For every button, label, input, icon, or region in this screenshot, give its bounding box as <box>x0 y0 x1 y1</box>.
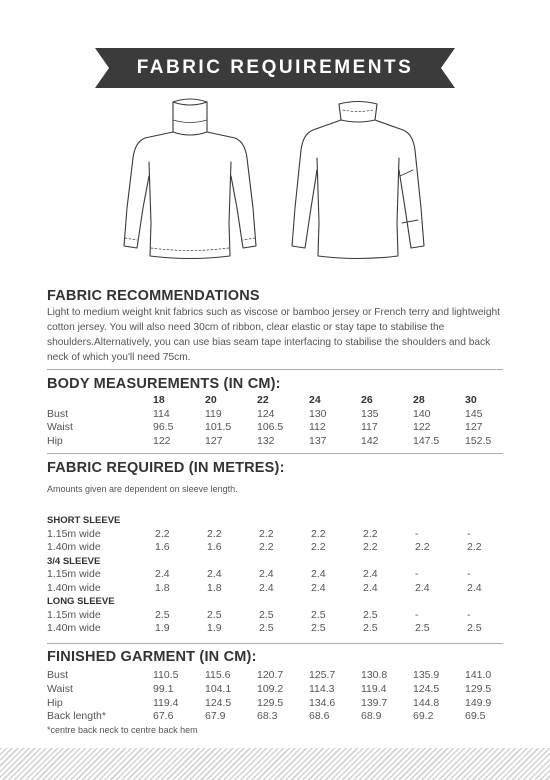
table-row <box>47 683 517 697</box>
row-label: 1.40m wide <box>47 622 101 634</box>
table-cell: 2.2 <box>259 541 274 553</box>
table-cell: 2.4 <box>467 581 482 594</box>
table-cell: - <box>467 527 471 540</box>
table-cell: 132 <box>257 434 275 447</box>
row-label: Back length* <box>47 710 106 723</box>
body-measurements-heading: BODY MEASUREMENTS (IN CM): <box>47 376 281 392</box>
table-cell: 2.5 <box>155 608 170 621</box>
decorative-stripe-footer <box>0 748 550 780</box>
row-label: Hip <box>47 434 63 447</box>
row-label: 1.40m wide <box>47 581 101 594</box>
table-cell: 140 <box>413 407 431 420</box>
sleeve-group-row <box>47 514 519 528</box>
table-cell: 127 <box>465 421 483 433</box>
table-cell: 110.5 <box>153 669 179 681</box>
table-row <box>47 582 519 596</box>
table-cell: 135.9 <box>413 669 440 681</box>
table-cell: 129.5 <box>465 682 492 695</box>
table-cell: 2.4 <box>207 568 222 580</box>
table-cell: 2.4 <box>259 568 274 580</box>
table-cell: 69.2 <box>413 710 434 723</box>
table-cell: 2.2 <box>259 527 274 540</box>
title-banner <box>95 48 455 88</box>
row-label: Waist <box>47 421 73 433</box>
table-cell: 68.9 <box>361 710 382 723</box>
table-cell: 1.9 <box>207 622 222 634</box>
divider <box>47 453 503 454</box>
table-row <box>47 622 519 636</box>
table-cell: 109.2 <box>257 682 284 695</box>
table-cell: 115.6 <box>205 669 231 681</box>
table-cell: 112 <box>309 421 326 433</box>
table-cell: 1.8 <box>207 581 222 594</box>
sleeve-group-title: LONG SLEEVE <box>47 596 115 607</box>
table-cell: 130 <box>309 407 327 420</box>
table-cell: 145 <box>465 407 483 420</box>
row-label: 1.15m wide <box>47 568 101 580</box>
table-cell: - <box>467 608 471 621</box>
table-row <box>47 421 517 435</box>
table-row <box>47 528 519 542</box>
size-header: 20 <box>205 394 217 406</box>
table-cell: 67.9 <box>205 710 226 723</box>
table-cell: 119.4 <box>153 696 179 709</box>
size-header: 18 <box>153 394 165 406</box>
size-header-row <box>47 394 517 408</box>
table-cell: 2.2 <box>155 527 170 540</box>
table-cell: 125.7 <box>309 669 336 681</box>
table-cell: 2.5 <box>467 622 482 634</box>
garment-front-illustration <box>115 98 265 268</box>
table-cell: 119 <box>205 407 222 420</box>
finished-garment-heading: FINISHED GARMENT (IN CM): <box>47 649 257 665</box>
divider <box>47 643 503 644</box>
row-label: Waist <box>47 682 73 695</box>
table-cell: 130.8 <box>361 669 388 681</box>
row-label: Bust <box>47 407 69 420</box>
table-cell: 68.6 <box>309 710 330 723</box>
finished-garment-table <box>47 669 517 724</box>
size-header-label <box>47 394 153 408</box>
fabric-required-table <box>47 514 519 636</box>
table-row <box>47 710 517 724</box>
table-cell: 104.1 <box>205 682 232 695</box>
table-cell: 152.5 <box>465 434 492 447</box>
table-row <box>47 408 517 422</box>
fabric-recommendations-heading: FABRIC RECOMMENDATIONS <box>47 288 260 304</box>
table-cell: 144.8 <box>413 696 440 709</box>
table-cell: 2.5 <box>259 608 274 621</box>
table-cell: 2.2 <box>207 527 222 540</box>
table-cell: 2.2 <box>311 527 326 540</box>
table-cell: 106.5 <box>257 421 284 433</box>
fabric-recommendations-text: Light to medium weight knit fabrics such as viscose or bamboo jersey or French terry and lightweight cotton jersey. You will also need 30cm of ribbon, clear elastic or stay tape to stabilise the shoulders.Alternatively, you can use bias seam tape interfacing to stabilise the shoulders and back neck of which you'll need 75cm. <box>47 307 500 363</box>
table-cell: - <box>467 568 471 580</box>
table-cell: 124 <box>257 407 275 420</box>
table-cell: 96.5 <box>153 421 174 433</box>
fabric-required-heading: FABRIC REQUIRED (IN METRES): <box>47 460 285 476</box>
table-row <box>47 568 519 582</box>
table-cell: 1.6 <box>155 541 170 553</box>
table-cell: 69.5 <box>465 710 486 723</box>
table-cell: 2.2 <box>363 541 378 553</box>
table-row <box>47 435 517 449</box>
table-cell: 2.4 <box>311 568 326 580</box>
table-cell: 114.3 <box>309 682 335 695</box>
table-cell: 2.4 <box>155 568 170 580</box>
table-cell: 1.6 <box>207 541 222 553</box>
table-cell: 141.0 <box>465 669 492 681</box>
table-row <box>47 609 519 623</box>
table-row <box>47 541 519 555</box>
table-cell: 137 <box>309 434 327 447</box>
table-cell: 127 <box>205 434 223 447</box>
table-cell: 2.5 <box>415 622 430 634</box>
front-view-icon <box>115 98 265 263</box>
table-cell: 122 <box>413 421 431 433</box>
table-cell: 2.4 <box>259 581 274 594</box>
table-cell: 68.3 <box>257 710 278 723</box>
row-label: 1.40m wide <box>47 541 101 553</box>
size-header: 28 <box>413 394 425 406</box>
table-cell: 139.7 <box>361 696 388 709</box>
table-cell: 149.9 <box>465 696 492 709</box>
table-row <box>47 697 517 711</box>
table-cell: 124.5 <box>205 696 232 709</box>
table-cell: 119.4 <box>361 682 387 695</box>
table-cell: 2.2 <box>311 541 326 553</box>
table-cell: 147.5 <box>413 434 440 447</box>
table-cell: 2.5 <box>259 622 274 634</box>
table-cell: - <box>415 527 419 540</box>
table-cell: 1.9 <box>155 622 170 634</box>
table-cell: - <box>415 568 419 580</box>
table-cell: 2.5 <box>363 622 378 634</box>
fabric-required-note: Amounts given are dependent on sleeve length. <box>47 484 238 494</box>
table-cell: 142 <box>361 434 379 447</box>
table-cell: 2.2 <box>467 541 482 553</box>
sleeve-group-title: SHORT SLEEVE <box>47 515 121 526</box>
row-label: Hip <box>47 696 63 709</box>
table-cell: 2.4 <box>363 568 378 580</box>
table-cell: 2.4 <box>311 581 326 594</box>
row-label: 1.15m wide <box>47 608 101 621</box>
table-cell: 135 <box>361 407 379 420</box>
footnote: *centre back neck to centre back hem <box>47 725 198 735</box>
table-cell: 122 <box>153 434 171 447</box>
size-header: 30 <box>465 394 477 406</box>
divider <box>47 369 503 370</box>
table-cell: 2.5 <box>311 608 326 621</box>
sleeve-group-row <box>47 595 519 609</box>
table-cell: 99.1 <box>153 682 174 695</box>
size-header: 24 <box>309 394 321 406</box>
table-cell: 124.5 <box>413 682 440 695</box>
table-row <box>47 669 517 683</box>
table-cell: 117 <box>361 421 378 433</box>
size-header: 26 <box>361 394 373 406</box>
size-header: 22 <box>257 394 269 406</box>
page-title: FABRIC REQUIREMENTS <box>136 57 414 78</box>
garment-back-illustration <box>283 98 433 268</box>
row-label: Bust <box>47 669 69 681</box>
table-cell: 114 <box>153 407 170 420</box>
table-cell: 2.5 <box>311 622 326 634</box>
table-cell: 2.4 <box>363 581 378 594</box>
table-cell: 1.8 <box>155 581 170 594</box>
table-cell: 101.5 <box>205 421 232 433</box>
table-cell: 2.5 <box>207 608 222 621</box>
table-cell: 129.5 <box>257 696 284 709</box>
table-cell: 2.4 <box>415 581 430 594</box>
table-cell: 120.7 <box>257 669 284 681</box>
body-measurements-table <box>47 394 517 448</box>
table-cell: - <box>415 608 419 621</box>
table-cell: 2.2 <box>415 541 430 553</box>
table-cell: 134.6 <box>309 696 336 709</box>
table-cell: 67.6 <box>153 710 174 723</box>
table-cell: 2.2 <box>363 527 378 540</box>
sleeve-group-title: 3/4 SLEEVE <box>47 555 101 567</box>
row-label: 1.15m wide <box>47 527 101 540</box>
back-view-icon <box>283 98 433 263</box>
table-cell: 2.5 <box>363 608 378 621</box>
sleeve-group-row <box>47 555 519 569</box>
